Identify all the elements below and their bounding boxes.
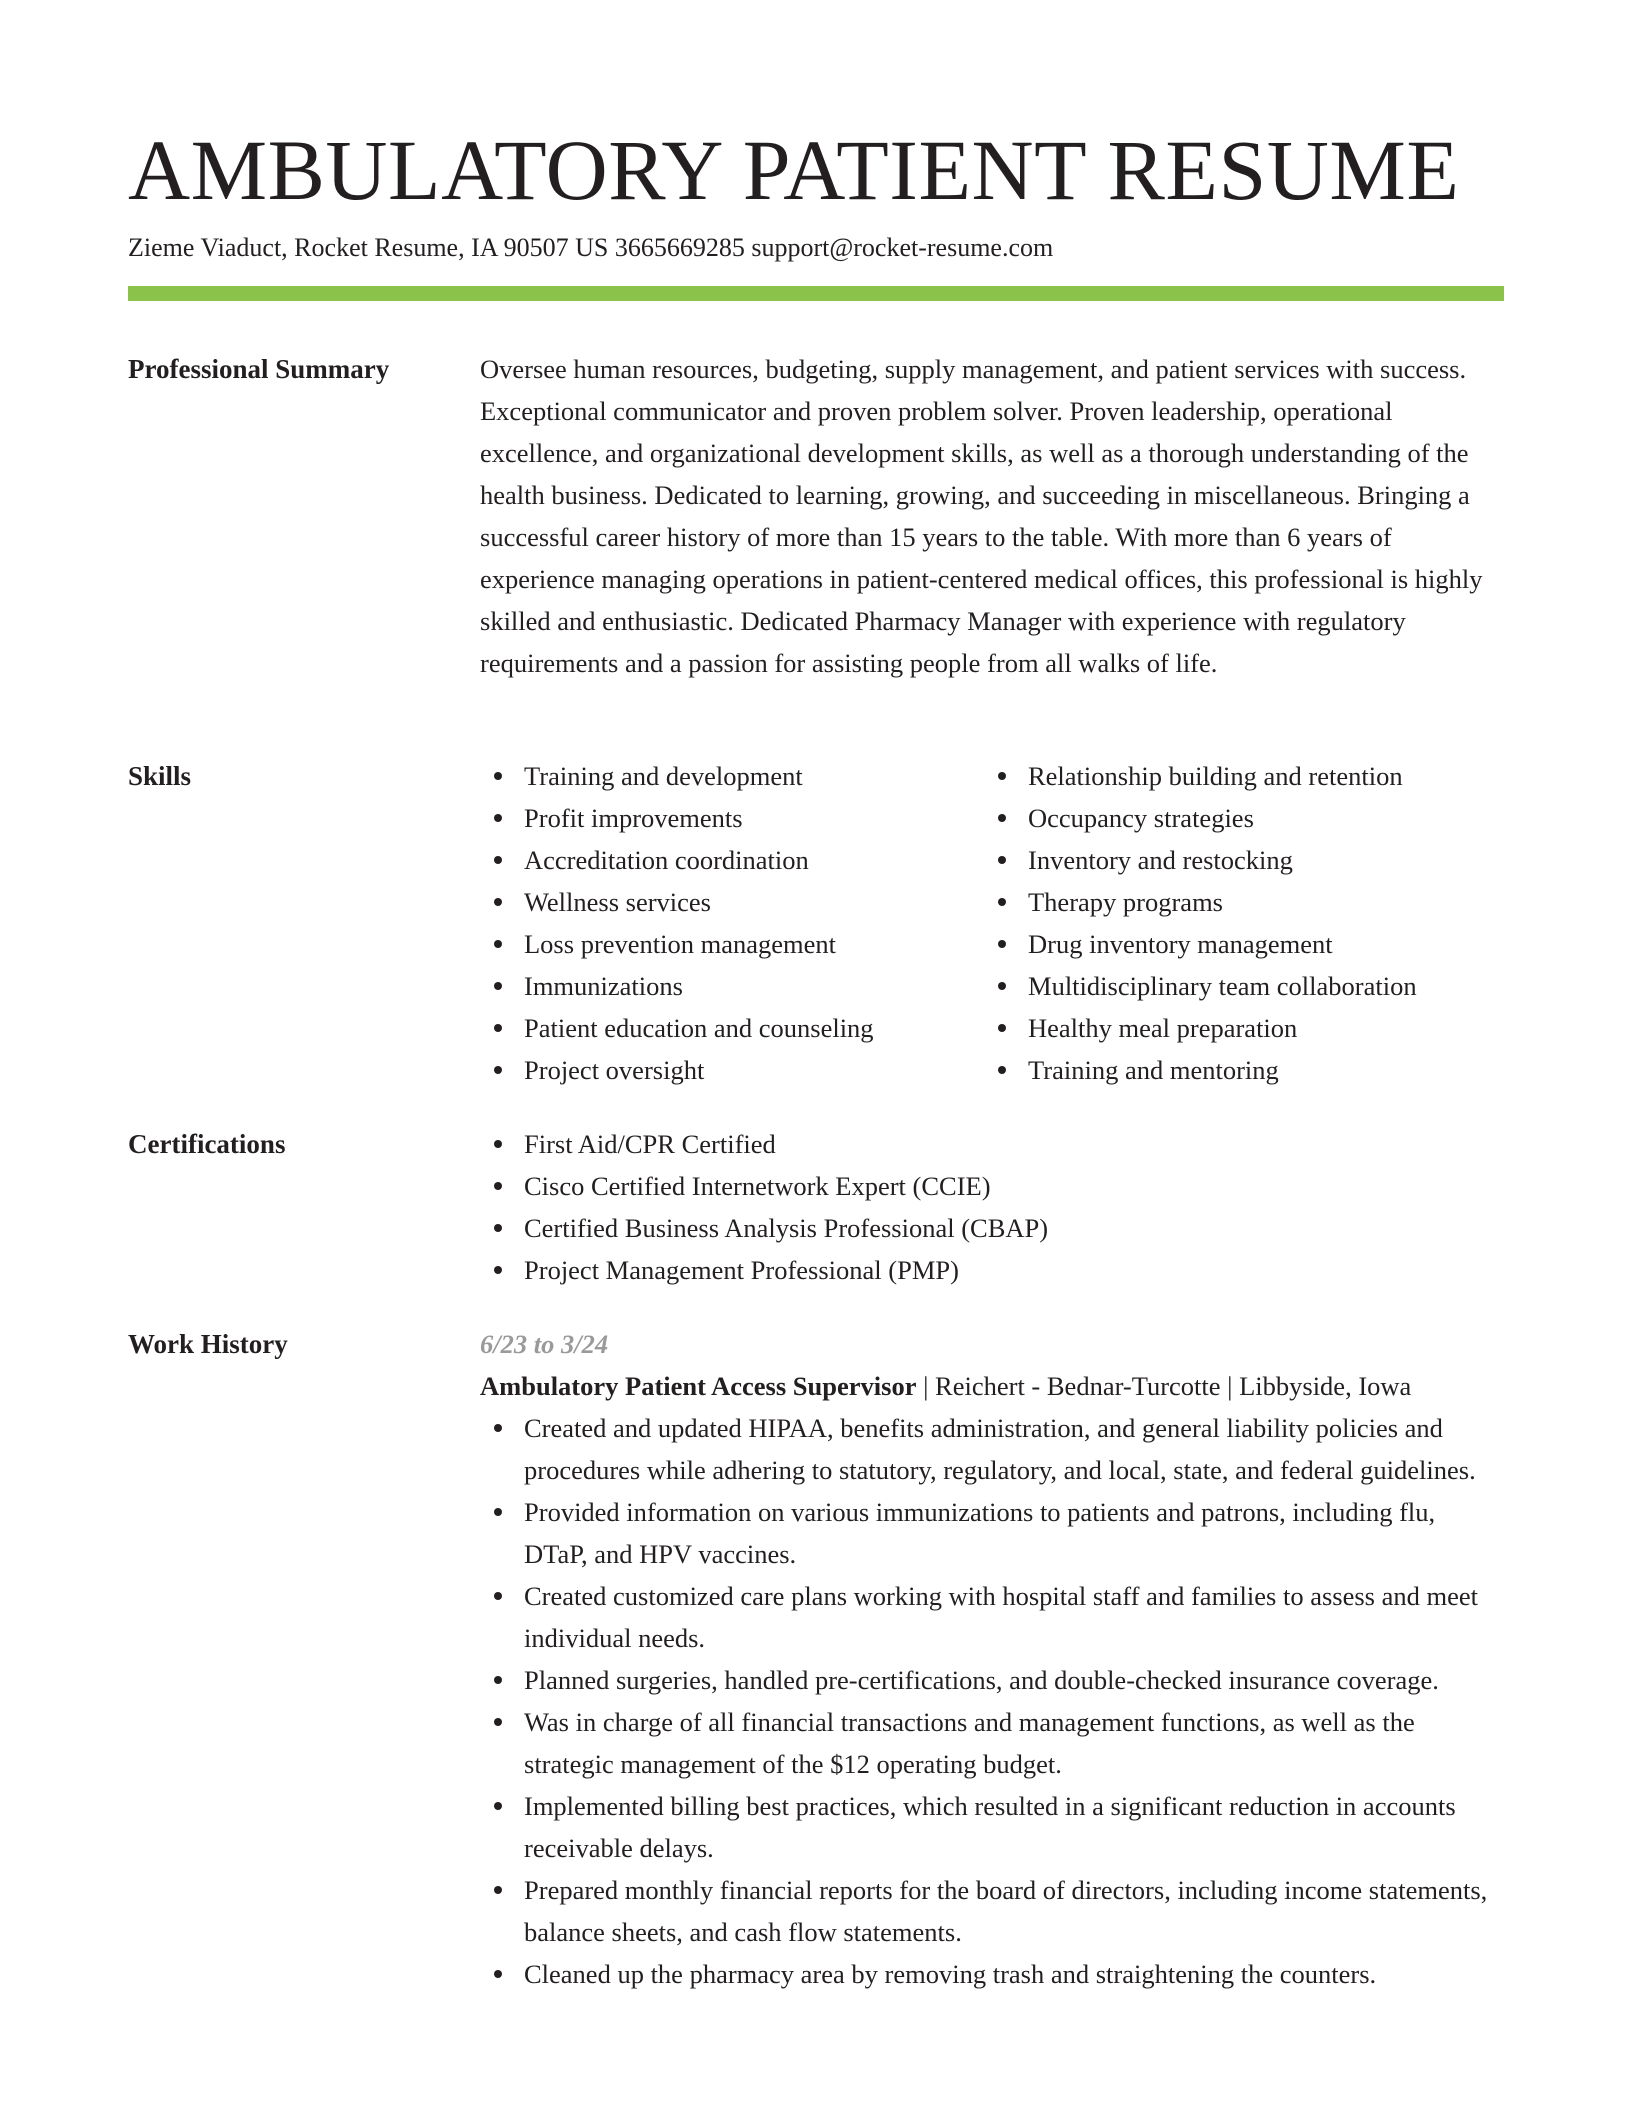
job-bullet-item: Provided information on various immunizations to patients and patrons, including flu, DTaP, and HPV vaccines.: [480, 1491, 1504, 1575]
skill-item: Project oversight: [480, 1049, 984, 1091]
header-divider: [128, 286, 1504, 301]
job-bullet-item: Implemented billing best practices, which resulted in a significant reduction in accounts receivable delays.: [480, 1785, 1504, 1869]
certification-item: Certified Business Analysis Professional (CBAP): [480, 1207, 1504, 1249]
certification-item: Project Management Professional (PMP): [480, 1249, 1504, 1291]
skill-item: Patient education and counseling: [480, 1007, 984, 1049]
summary-text: Oversee human resources, budgeting, supply management, and patient services with success. Exceptional communicator and proven problem solver. Proven leadership, operational excellence, and organizational development skills, as well as a thorough understanding of the health business. Dedicated to learning, growing, and succeeding in miscellaneous. Bringing a successful career history of more than 15 years to the table. With more than 6 years of experience managing operations in patient-centered medical offices, this professional is highly skilled and enthusiastic. Dedicated Pharmacy Manager with experience with regulatory requirements and a passion for assisting people from all walks of life.: [480, 354, 1483, 678]
contact-address: Zieme Viaduct, Rocket Resume, IA 90507 US: [128, 233, 609, 262]
skill-item: Accreditation coordination: [480, 839, 984, 881]
skill-item: Training and development: [480, 755, 984, 797]
skill-item: Immunizations: [480, 965, 984, 1007]
certifications-heading: Certifications: [128, 1129, 286, 1159]
skills-body: [480, 755, 1504, 1091]
skill-item: Healthy meal preparation: [984, 1007, 1488, 1049]
work-history-heading: Work History: [128, 1329, 288, 1359]
resume-title: AMBULATORY PATIENT RESUME: [128, 122, 1460, 218]
skill-item: Relationship building and retention: [984, 755, 1488, 797]
job-heading: [480, 1365, 1504, 1407]
certifications-list: [480, 1123, 1504, 1291]
skill-item: Training and mentoring: [984, 1049, 1488, 1091]
skill-item: Wellness services: [480, 881, 984, 923]
skills-list-right: [984, 755, 1488, 1091]
job-bullets: [480, 1407, 1504, 1995]
job-dates: 6/23 to 3/24: [480, 1329, 609, 1359]
job-bullet-item: Created and updated HIPAA, benefits administration, and general liability policies and procedures while adhering to statutory, regulatory, and local, state, and federal guidelines.: [480, 1407, 1504, 1491]
skill-item: Drug inventory management: [984, 923, 1488, 965]
job-employer-location: | Reichert - Bednar-Turcotte | Libbyside, Iowa: [916, 1371, 1412, 1401]
certification-item: First Aid/CPR Certified: [480, 1123, 1504, 1165]
job-bullet-item: Was in charge of all financial transactions and management functions, as well as the strategic management of the $12 operating budget.: [480, 1701, 1504, 1785]
summary-body: [480, 348, 1504, 684]
job-entry: [480, 1323, 1504, 1995]
job-bullet-item: Created customized care plans working with hospital staff and families to assess and meet individual needs.: [480, 1575, 1504, 1659]
skills-heading: Skills: [128, 761, 192, 791]
skill-item: Occupancy strategies: [984, 797, 1488, 839]
contact-email[interactable]: support@rocket-resume.com: [751, 233, 1054, 262]
skills-grid: [480, 755, 1504, 1091]
work-history-body: [480, 1323, 1504, 1995]
contact-line: [128, 230, 1053, 266]
skill-item: Loss prevention management: [480, 923, 984, 965]
contact-phone[interactable]: 3665669285: [614, 233, 745, 262]
job-bullet-item: Prepared monthly financial reports for the board of directors, including income statements, balance sheets, and cash flow statements.: [480, 1869, 1504, 1953]
job-bullet-item: Planned surgeries, handled pre-certifications, and double-checked insurance coverage.: [480, 1659, 1504, 1701]
certifications-body: [480, 1123, 1504, 1291]
skill-item: Therapy programs: [984, 881, 1488, 923]
job-title: Ambulatory Patient Access Supervisor: [480, 1371, 917, 1401]
skill-item: Profit improvements: [480, 797, 984, 839]
summary-heading: Professional Summary: [128, 354, 390, 384]
skills-list-left: [480, 755, 984, 1091]
certification-item: Cisco Certified Internetwork Expert (CCIE): [480, 1165, 1504, 1207]
job-bullet-item: Cleaned up the pharmacy area by removing trash and straightening the counters.: [480, 1953, 1504, 1995]
skill-item: Inventory and restocking: [984, 839, 1488, 881]
skill-item: Multidisciplinary team collaboration: [984, 965, 1488, 1007]
